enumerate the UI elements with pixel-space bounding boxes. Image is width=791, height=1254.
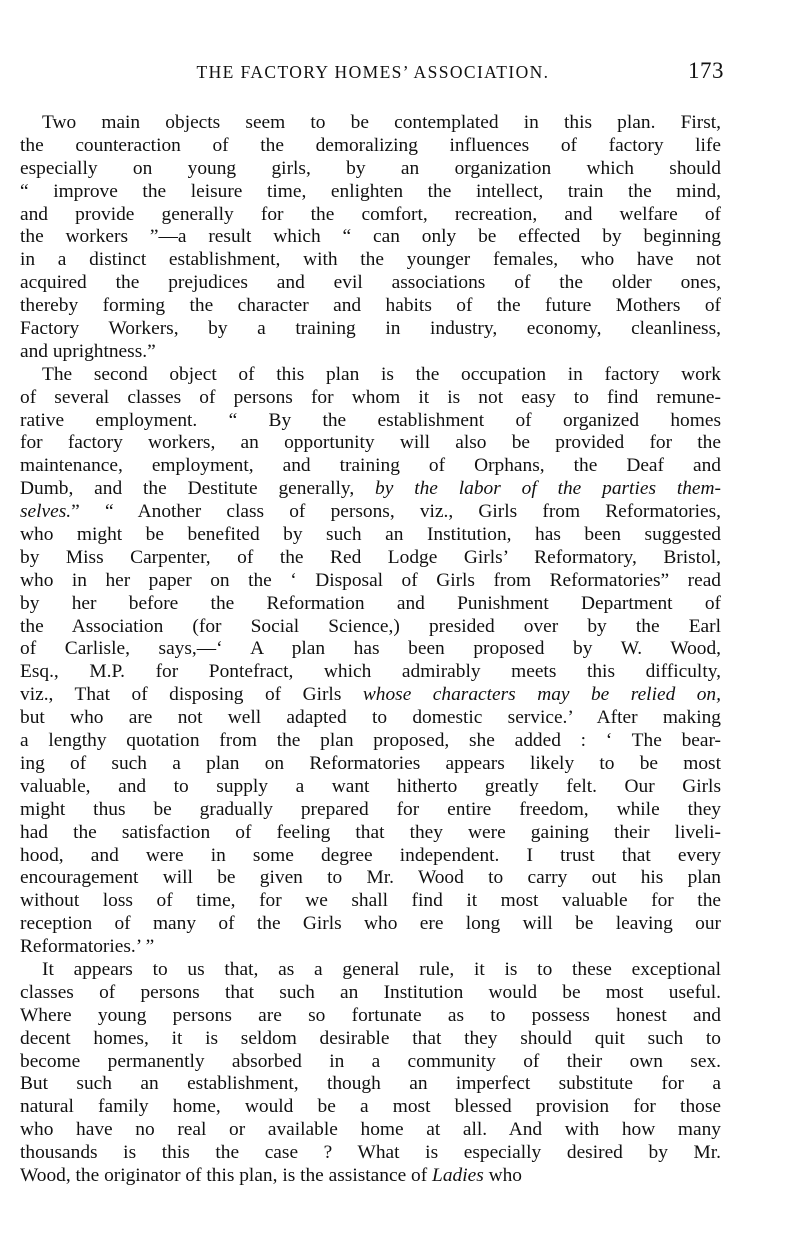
- text-line: by Miss Carpenter, of the Red Lodge Girls’ Reformatory, Bristol,: [20, 546, 721, 568]
- page-number: 173: [688, 58, 724, 83]
- italic-phrase: selves.: [20, 501, 72, 523]
- text-line: Dumb, and the Destitute generally, by the labor of the parties them-: [20, 478, 721, 500]
- text-line: become permanently absorbed in a community of their own sex.: [20, 1050, 721, 1072]
- text-line: the counteraction of the demoralizing influences of factory life: [20, 134, 721, 156]
- text-line: the workers ”—a result which “ can only be effected by beginning: [20, 226, 721, 248]
- text-line: thousands is this the case ? What is especially desired by Mr.: [20, 1142, 721, 1164]
- paragraph: [20, 959, 721, 1188]
- text-line: of several classes of persons for whom it is not easy to find remune-: [20, 386, 721, 408]
- text-line: in a distinct establishment, with the younger females, who have not: [20, 249, 721, 271]
- italic-phrase: whose characters may be relied on,: [362, 684, 721, 706]
- running-head: [22, 58, 724, 88]
- text-line: Esq., M.P. for Pontefract, which admirably meets this difficulty,: [20, 661, 721, 683]
- text-line: It appears to us that, as a general rule, it is to these exceptional: [42, 958, 721, 980]
- text-line: maintenance, employment, and training of Orphans, the Deaf and: [20, 455, 721, 477]
- text-line: valuable, and to supply a want hitherto greatly felt. Our Girls: [20, 775, 721, 797]
- text-line: for factory workers, an opportunity will also be provided for the: [20, 432, 721, 454]
- running-title: THE FACTORY HOMES’ ASSOCIATION.: [196, 62, 550, 82]
- text-line: rative employment. “ By the establishment of organized homes: [20, 409, 721, 431]
- text-line: viz., That of disposing of Girls whose characters may be relied on,: [20, 684, 721, 706]
- text-line: encouragement will be given to Mr. Wood to carry out his plan: [20, 867, 721, 889]
- text-line: thereby forming the character and habits of the future Mothers of: [20, 295, 721, 317]
- text-line: might thus be gradually prepared for entire freedom, while they: [20, 798, 721, 820]
- text-line: Where young persons are so fortunate as to possess honest and: [20, 1004, 721, 1026]
- text-line: of Carlisle, says,—‘ A plan has been proposed by W. Wood,: [20, 638, 721, 660]
- text-line: by her before the Reformation and Punishment Department of: [20, 592, 721, 614]
- text-line: “ improve the leisure time, enlighten the intellect, train the mind,: [20, 180, 721, 202]
- text-line: and provide generally for the comfort, recreation, and welfare of: [20, 203, 721, 225]
- text-line: Reformatories.’ ”: [20, 936, 155, 958]
- text-line: Factory Workers, by a training in industry, economy, cleanliness,: [20, 318, 721, 340]
- text-line: who have no real or available home at all. And with how many: [20, 1119, 721, 1141]
- text-line: natural family home, would be a most blessed provision for those: [20, 1096, 721, 1118]
- paragraph: [20, 112, 721, 364]
- text-line: hood, and were in some degree independent. I trust that every: [20, 844, 721, 866]
- italic-phrase: Ladies: [432, 1164, 484, 1186]
- text-line: who in her paper on the ‘ Disposal of Girls from Reformatories” read: [20, 569, 721, 591]
- text-line: who might be benefited by such an Institution, has been suggested: [20, 524, 721, 546]
- text-line: without loss of time, for we shall find it most valuable for the: [20, 890, 721, 912]
- text-line: selves.” “ Another class of persons, viz., Girls from Reformatories,: [20, 501, 721, 523]
- text-line: had the satisfaction of feeling that they were gaining their liveli-: [20, 821, 721, 843]
- italic-phrase: by the labor of the parties them-: [375, 478, 721, 500]
- text-line: Wood, the originator of this plan, is the assistance of Ladies who: [20, 1164, 522, 1186]
- body-text: [20, 112, 721, 1188]
- text-line: decent homes, it is seldom desirable that they should quit such to: [20, 1027, 721, 1049]
- text-line: Two main objects seem to be contemplated in this plan. First,: [42, 112, 721, 133]
- text-line: acquired the prejudices and evil associations of the older ones,: [20, 272, 721, 294]
- text-line: reception of many of the Girls who ere long will be leaving our: [20, 913, 721, 935]
- text-line: ing of such a plan on Reformatories appears likely to be most: [20, 752, 721, 774]
- text-line: The second object of this plan is the occupation in factory work: [42, 363, 721, 385]
- text-line: the Association (for Social Science,) presided over by the Earl: [20, 615, 721, 637]
- text-line: a lengthy quotation from the plan proposed, she added : ‘ The bear-: [20, 730, 721, 752]
- text-line: classes of persons that such an Institution would be most useful.: [20, 981, 721, 1003]
- text-line: especially on young girls, by an organization which should: [20, 157, 721, 179]
- text-line: and uprightness.”: [20, 340, 156, 362]
- paragraph: [20, 364, 721, 959]
- text-line: but who are not well adapted to domestic service.’ After making: [20, 707, 721, 729]
- text-line: But such an establishment, though an imperfect substitute for a: [20, 1073, 721, 1095]
